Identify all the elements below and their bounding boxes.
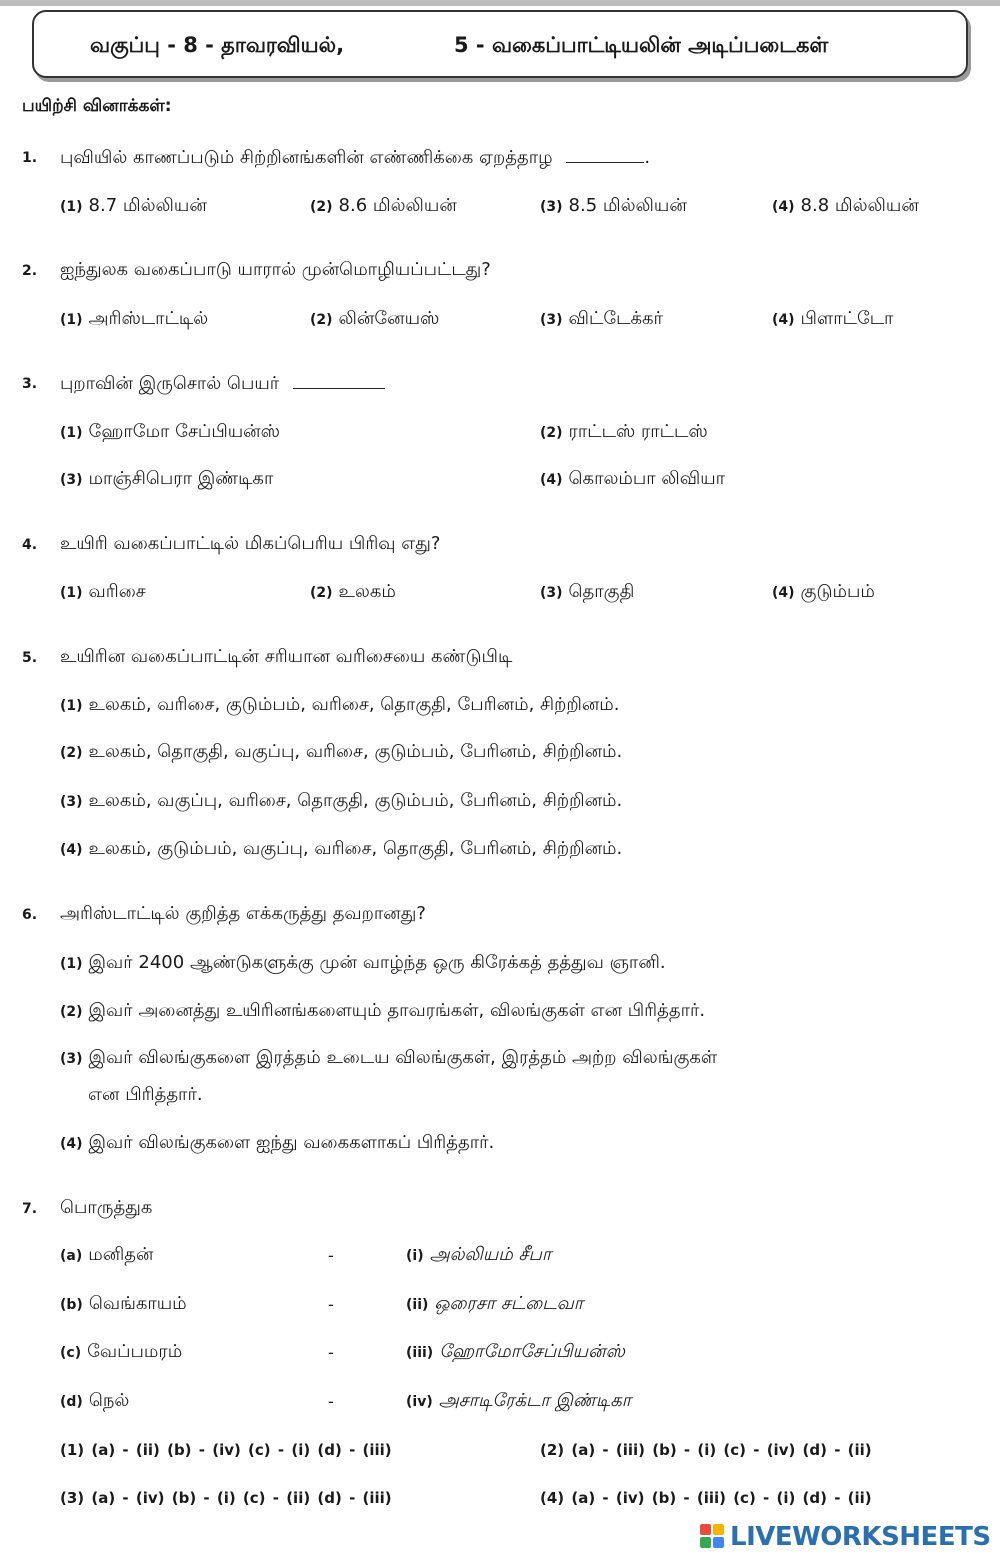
option-2[interactable]: (2) ராட்டஸ் ராட்டஸ் (540, 421, 708, 442)
question-text: புறாவின் இருசொல் பெயர் (60, 372, 385, 396)
option-4[interactable]: (4) இவர் விலங்குகளை ஐந்து வகைகளாகப் பிரித்தார். (60, 1132, 495, 1153)
question-text: உயிரின வகைப்பாட்டின் சரியான வரிசையை கண்டுபிடி (60, 646, 513, 667)
option-2[interactable]: (2) இவர் அனைத்து உயிரினங்களையும் தாவரங்கள், விலங்குகள் என பிரித்தார். (60, 1000, 706, 1021)
question-number: 6. (22, 907, 38, 923)
liveworksheets-text: LIVEWORKSHEETS (730, 1522, 991, 1552)
match-left-c: (c) வேப்பமரம் (60, 1341, 183, 1362)
question-number: 5. (22, 650, 38, 666)
option-3[interactable]: (3) தொகுதி (540, 581, 635, 602)
question-text: அரிஸ்டாட்டில் குறித்த எக்கருத்து தவறானது? (60, 903, 426, 924)
question-number: 1. (22, 150, 38, 166)
match-right-ii: (ii) ஒரைசா சட்டைவா (406, 1293, 584, 1314)
option-1[interactable]: (1) உலகம், வரிசை, குடும்பம், வரிசை, தொகுதி, பேரினம், சிற்றினம். (60, 694, 620, 715)
option-4[interactable]: (4) கொலம்பா லிவியா (540, 468, 726, 489)
option-2[interactable]: (2) உலகம் (310, 581, 396, 602)
option-2[interactable]: (2) உலகம், தொகுதி, வகுப்பு, வரிசை, குடும்பம், பேரினம், சிற்றினம். (60, 741, 623, 762)
question-number: 3. (22, 376, 38, 392)
match-left-a: (a) மனிதன் (60, 1244, 154, 1265)
option-3[interactable]: (3) இவர் விலங்குகளை இரத்தம் உடைய விலங்குகள், இரத்தம் அற்ற விலங்குகள் (60, 1047, 718, 1068)
question-text: புவியில் காணப்படும் சிற்றினங்களின் எண்ணிக்கை ஏறத்தாழ . (60, 147, 651, 168)
match-right-i: (i) அல்லியம் சீபா (406, 1244, 552, 1265)
option-1[interactable]: (1) 8.7 மில்லியன் (60, 195, 207, 216)
question-text: ஐந்துலக வகைப்பாடு யாரால் முன்மொழியப்பட்டது? (60, 259, 491, 280)
option-1[interactable]: (1) இவர் 2400 ஆண்டுகளுக்கு முன் வாழ்ந்த ஒரு கிரேக்கத் தத்துவ ஞானி. (60, 952, 666, 973)
match-dash: - (328, 1246, 334, 1265)
option-4[interactable]: (4) குடும்பம் (772, 581, 875, 602)
answer-option-2[interactable]: (2) (a) - (iii) (b) - (i) (c) - (iv) (d) - (ii) (540, 1441, 872, 1459)
option-4[interactable]: (4) 8.8 மில்லியன் (772, 195, 919, 216)
header-box (32, 10, 968, 78)
option-3[interactable]: (3) விட்டேக்கர் (540, 308, 663, 329)
option-2[interactable]: (2) லின்னேயஸ் (310, 308, 440, 329)
option-2[interactable]: (2) 8.6 மில்லியன் (310, 195, 457, 216)
option-1[interactable]: (1) வரிசை (60, 581, 146, 602)
option-4[interactable]: (4) பிளாட்டோ (772, 308, 894, 329)
option-3[interactable]: (3) உலகம், வகுப்பு, வரிசை, தொகுதி, குடும்பம், பேரினம், சிற்றினம். (60, 790, 623, 811)
match-left-b: (b) வெங்காயம் (60, 1293, 187, 1314)
question-number: 4. (22, 537, 38, 553)
liveworksheets-icon (700, 1524, 726, 1550)
option-1[interactable]: (1) ஹோமோ சேப்பியன்ஸ் (60, 421, 280, 442)
answer-blank[interactable] (293, 372, 385, 389)
question-text: பொருத்துக (60, 1197, 153, 1218)
match-dash: - (328, 1295, 334, 1314)
option-1[interactable]: (1) அரிஸ்டாட்டில் (60, 308, 209, 329)
answer-option-4[interactable]: (4) (a) - (iv) (b) - (iii) (c) - (i) (d) - (ii) (540, 1489, 872, 1507)
option-3[interactable]: (3) மாஞ்சிபெரா இண்டிகா (60, 468, 274, 489)
top-border (0, 0, 1000, 6)
answer-option-1[interactable]: (1) (a) - (ii) (b) - (iv) (c) - (i) (d) - (iii) (60, 1441, 392, 1459)
header-chapter: 5 - வகைப்பாட்டியலின் அடிப்படைகள் (454, 33, 829, 57)
match-left-d: (d) நெல் (60, 1390, 130, 1411)
answer-option-3[interactable]: (3) (a) - (iv) (b) - (i) (c) - (ii) (d) - (iii) (60, 1489, 392, 1507)
match-dash: - (328, 1343, 334, 1362)
option-3[interactable]: (3) 8.5 மில்லியன் (540, 195, 687, 216)
header-class-subject: வகுப்பு - 8 - தாவரவியல், (90, 33, 345, 57)
liveworksheets-logo (700, 1521, 991, 1553)
practice-title: பயிற்சி வினாக்கள்: (22, 96, 172, 116)
answer-blank[interactable] (566, 146, 644, 163)
match-right-iv: (iv) அசாடிரேக்டா இண்டிகா (406, 1390, 632, 1411)
question-text: உயிரி வகைப்பாட்டில் மிகப்பெரிய பிரிவு எது? (60, 533, 441, 554)
match-right-iii: (iii) ஹோமோசேப்பியன்ஸ் (406, 1341, 625, 1362)
match-dash: - (328, 1392, 334, 1411)
question-number: 2. (22, 263, 38, 279)
option-3-continued: என பிரித்தார். (88, 1084, 203, 1105)
question-number: 7. (22, 1201, 38, 1217)
option-4[interactable]: (4) உலகம், குடும்பம், வகுப்பு, வரிசை, தொகுதி, பேரினம், சிற்றினம். (60, 838, 623, 859)
